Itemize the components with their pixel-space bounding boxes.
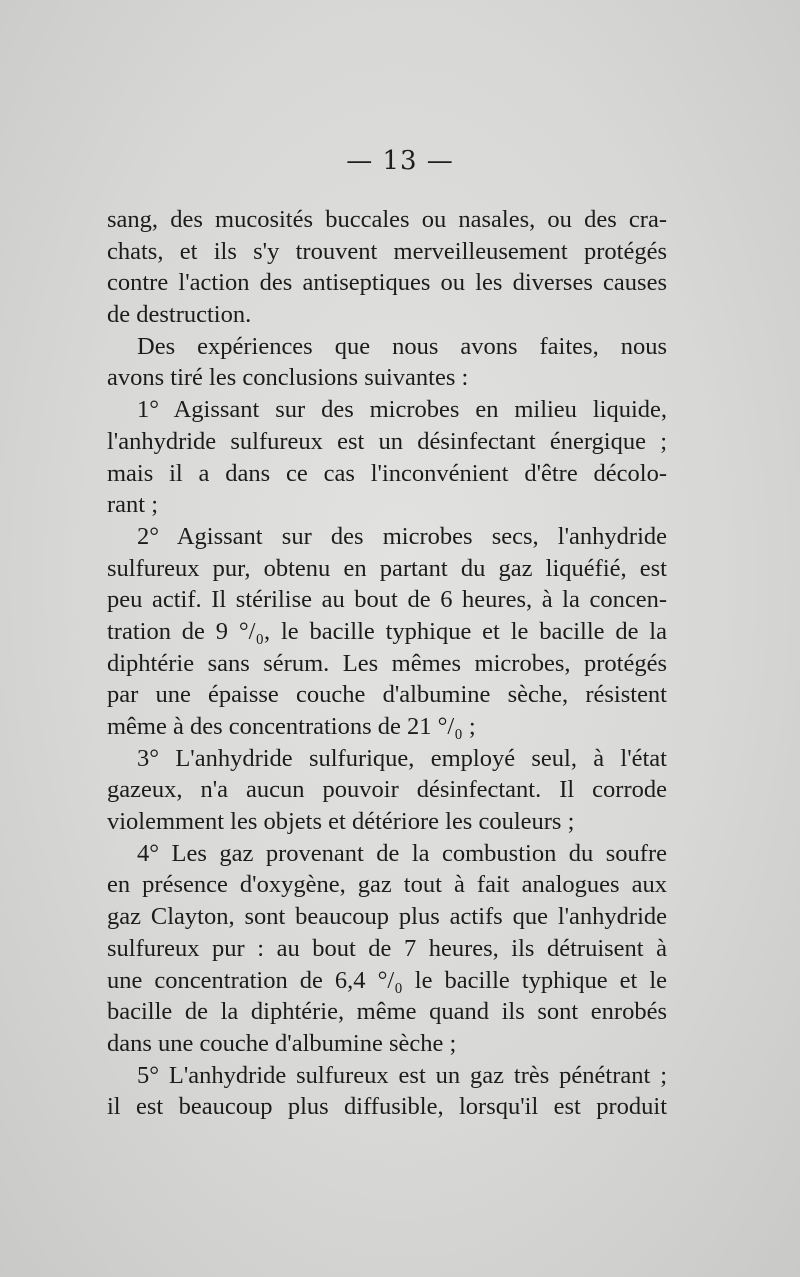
text-line: 4° Les gaz provenant de la combustion du soufre	[137, 839, 667, 867]
body-text	[107, 204, 667, 1123]
text-line: Des expériences que nous avons faites, nous	[137, 332, 667, 360]
text-line: mais il a dans ce cas l'inconvénient d'être décolo-	[107, 459, 667, 487]
text-line: peu actif. Il stérilise au bout de 6 heures, à la concen-	[107, 586, 667, 614]
text-line: violemment les objets et détériore les couleurs ;	[107, 808, 575, 836]
text-line: bacille de la diphtérie, même quand ils sont enrobés	[107, 998, 667, 1026]
text-line: une concentration de 6,4 °/₀ le bacille typhique et le	[107, 966, 667, 994]
text-line: sang, des mucosités buccales ou nasales, ou des cra-	[107, 206, 667, 233]
text-line: il est beaucoup plus diffusible, lorsqu'il est produit	[107, 1093, 667, 1121]
text-line: 2° Agissant sur des microbes secs, l'anhydride	[137, 522, 667, 550]
text-line: contre l'action des antiseptiques ou les diverses causes	[107, 269, 667, 297]
text-line: 1° Agissant sur des microbes en milieu liquide,	[137, 396, 667, 424]
text-line: 3° L'anhydride sulfurique, employé seul, à l'état	[137, 744, 667, 772]
text-line: même à des concentrations de 21 °/₀ ;	[107, 713, 476, 740]
text-line: avons tiré les conclusions suivantes :	[107, 364, 469, 392]
text-line: dans une couche d'albumine sèche ;	[107, 1029, 457, 1057]
text-line: gazeux, n'a aucun pouvoir désinfectant. Il corrode	[107, 776, 667, 804]
text-line: de destruction.	[107, 301, 252, 329]
text-line: rant ;	[107, 491, 159, 519]
text-line: sulfureux pur, obtenu en partant du gaz liquéfié, est	[107, 554, 667, 582]
text-line: 5° L'anhydride sulfureux est un gaz très pénétrant ;	[137, 1061, 667, 1089]
text-line: chats, et ils s'y trouvent merveilleusement protégés	[107, 237, 667, 265]
page-number: — 13 —	[346, 146, 454, 176]
text-line: en présence d'oxygène, gaz tout à fait analogues aux	[107, 871, 667, 899]
text-line: tration de 9 °/₀, le bacille typhique et le bacille de la	[107, 617, 667, 645]
text-line: gaz Clayton, sont beaucoup plus actifs que l'anhydride	[107, 903, 667, 931]
text-line: par une épaisse couche d'albumine sèche, résistent	[107, 681, 667, 709]
text-line: diphtérie sans sérum. Les mêmes microbes, protégés	[107, 649, 667, 677]
text-line: l'anhydride sulfureux est un désinfectant énergique ;	[107, 427, 667, 455]
text-line: sulfureux pur : au bout de 7 heures, ils détruisent à	[107, 934, 667, 962]
